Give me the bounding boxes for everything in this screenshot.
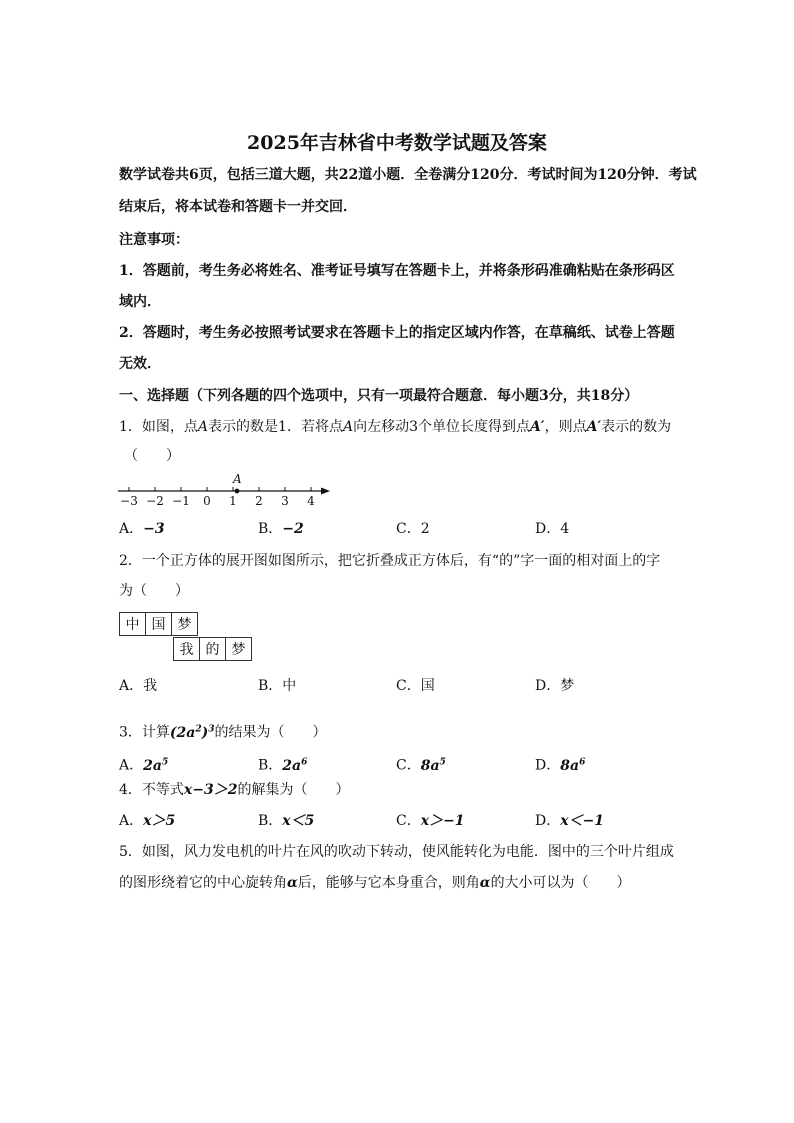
axis-tick-label: −3 — [120, 494, 138, 508]
question-5-line-2: 的图形绕着它的中心旋转角α后，能够与它本身重合，则角α的大小可以为（ ） — [119, 875, 631, 891]
axis-arrow-icon — [321, 488, 330, 495]
question-3-text: 3．计算$(2a^2)^3$的结果为（ ） — [119, 724, 327, 741]
q1-option-a[interactable]: A．−3 — [119, 521, 165, 537]
q3-expression: $(2a^2)^3$ — [169, 724, 215, 741]
q4-option-a[interactable]: A．x＞5 — [119, 813, 176, 829]
cube-net-row-1 — [119, 612, 198, 636]
q2-option-b[interactable]: B．中 — [258, 678, 297, 694]
question-1-paren: （ ） — [124, 448, 180, 464]
number-line — [116, 470, 336, 510]
q4-option-c[interactable]: C．x＞−1 — [396, 813, 465, 829]
q1-option-c[interactable]: C．2 — [396, 521, 430, 537]
net-cell: 的 — [200, 638, 226, 661]
intro-line-2: 结束后，将本试卷和答题卡一并交回． — [119, 199, 357, 215]
axis-tick-label: 3 — [281, 494, 289, 508]
net-cell: 梦 — [172, 613, 198, 636]
q2-option-d[interactable]: D．梦 — [535, 678, 575, 694]
q4-option-d[interactable]: D．x＜−1 — [535, 813, 605, 829]
question-5-line-1: 5．如图，风力发电机的叶片在风的吹动下转动，使风能转化为电能．图中的三个叶片组成 — [119, 844, 674, 860]
q3-option-b[interactable]: B．$2a^6$ — [258, 757, 308, 774]
q4-option-b[interactable]: B．x＜5 — [258, 813, 315, 829]
intro-line-1: 数学试卷共6页，包括三道大题，共22道小题．全卷满分120分．考试时间为120分钟．考试 — [119, 167, 697, 183]
page-title: 2025年吉林省中考数学试题及答案 — [247, 132, 547, 154]
axis-tick-label: 0 — [203, 494, 211, 508]
point-a-label: A — [233, 472, 242, 486]
cube-net-row-2 — [173, 637, 252, 661]
question-2-line-2: 为（ ） — [119, 583, 189, 599]
net-cell: 中 — [120, 613, 146, 636]
point-a — [235, 489, 240, 494]
question-2-line-1: 2．一个正方体的展开图如图所示，把它折叠成正方体后，有“的”字一面的相对面上的字 — [119, 553, 661, 569]
question-4-text: 4．不等式x−3＞2的解集为（ ） — [119, 782, 350, 798]
axis-tick-label: −1 — [172, 494, 190, 508]
notes-heading: 注意事项： — [119, 232, 189, 248]
note-2-line-2: 无效． — [119, 356, 161, 372]
axis-tick-label: 4 — [307, 494, 315, 508]
net-cell: 梦 — [226, 638, 252, 661]
question-1-text: 1．如图，点A表示的数是1．若将点A向左移动3个单位长度得到点A′，则点A′表示的数为 — [119, 419, 672, 435]
q2-option-c[interactable]: C．国 — [396, 678, 435, 694]
note-2-line-1: 2．答题时，考生务必按照考试要求在答题卡上的指定区域内作答，在草稿纸、试卷上答题 — [119, 325, 675, 341]
q2-option-a[interactable]: A．我 — [119, 678, 158, 694]
axis-tick-label: 1 — [229, 494, 237, 508]
net-cell: 国 — [146, 613, 172, 636]
axis-tick-label: 2 — [255, 494, 263, 508]
q1-option-b[interactable]: B．−2 — [258, 521, 304, 537]
axis-tick-label: −2 — [146, 494, 164, 508]
note-1-line-1: 1．答题前，考生务必将姓名、准考证号填写在答题卡上，并将条形码准确粘贴在条形码区 — [119, 263, 675, 279]
q3-option-d[interactable]: D．$8a^6$ — [535, 757, 586, 774]
q3-option-a[interactable]: A．$2a^5$ — [119, 757, 169, 774]
q1-option-d[interactable]: D．4 — [535, 521, 570, 537]
note-1-line-2: 域内． — [119, 294, 161, 310]
net-cell: 我 — [174, 638, 200, 661]
q3-option-c[interactable]: C．$8a^5$ — [396, 757, 446, 774]
section-1-heading: 一、选择题（下列各题的四个选项中，只有一项最符合题意．每小题3分，共18分） — [119, 388, 639, 404]
